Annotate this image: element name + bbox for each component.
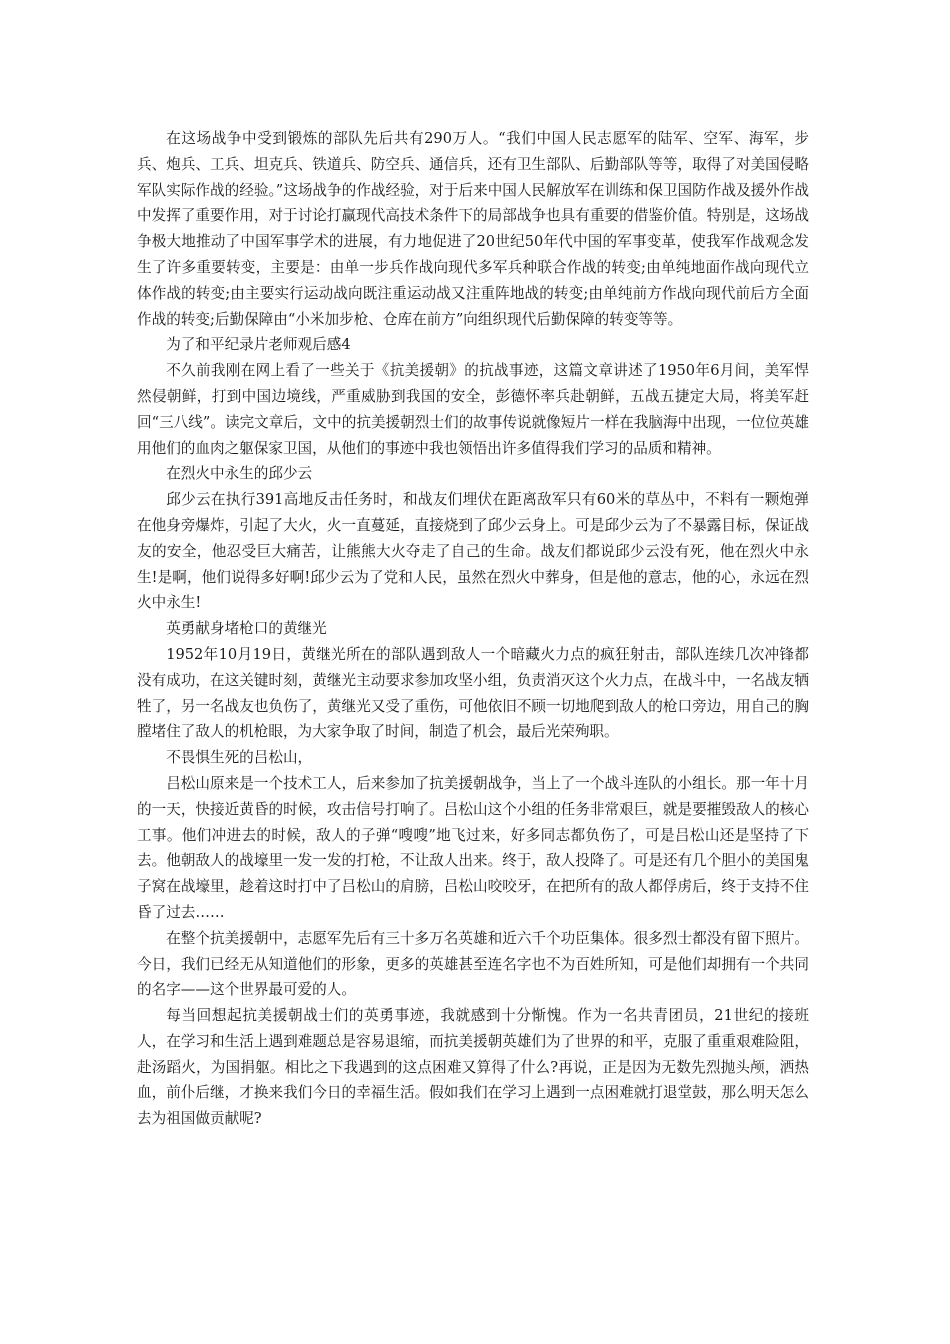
section-heading-essay-4: 为了和平纪录片老师观后感4 [166, 336, 351, 354]
section-heading-lv-songshan: 不畏惧生死的吕松山， [166, 749, 313, 767]
paragraph-qiu-shaoyun: 邱少云在执行391高地反击任务时，和战友们埋伏在距离敌军只有60米的草丛中，不料有一颗炮弹在他身旁爆炸，引起了大火，火一直蔓延，直接烧到了邱少云身上。可是邱少云为了不暴露目标，保证战友的安全，他忍受巨大痛苦，让熊熊大火夺走了自己的生命。战友们都说邱少云没有死，他在烈火中永生!是啊，他们说得多好啊!邱少云为了党和人民，虽然在烈火中葬身，但是他的意志，他的心，永远在烈火中永生! [137, 491, 809, 612]
paragraph-intro: 不久前我刚在网上看了一些关于《抗美援朝》的抗战事迹，这篇文章讲述了1950年6月间，美军悍然侵朝鲜，打到中国边境线，严重威胁到我国的安全，彭德怀率兵赴朝鲜，五战五捷定大局，将美军赶回“三八线”。读完文章后，文中的抗美援朝烈士们的故事传说就像短片一样在我脑海中出现，一位位英雄用他们的血肉之躯保家卫国，从他们的事迹中我也领悟出许多值得我们学习的品质和精神。 [137, 362, 809, 457]
section-heading-qiu-shaoyun: 在烈火中永生的邱少云 [166, 465, 313, 483]
document-page [137, 126, 809, 1132]
section-heading-huang-jiguang: 英勇献身堵枪口的黄继光 [166, 620, 327, 638]
paragraph-lv-songshan: 吕松山原来是一个技术工人，后来参加了抗美援朝战争，当上了一个战斗连队的小组长。那一年十月的一天，快接近黄昏的时候，攻击信号打响了。吕松山这个小组的任务非常艰巨，就是要摧毁敌人的核心工事。他们冲进去的时候，敌人的子弹“嗖嗖”地飞过来，好多同志都负伤了，可是吕松山还是坚持了下去。他朝敌人的战壕里一发一发的打枪，不让敌人出来。终于，敌人投降了。可是还有几个胆小的美国鬼子窝在战壕里，趁着这时打中了吕松山的肩膀，吕松山咬咬牙，在把所有的敌人都俘虏后，终于支持不住昏了过去…… [137, 774, 809, 921]
paragraph-heroes-summary: 在整个抗美援朝中，志愿军先后有三十多万名英雄和近六千个功臣集体。很多烈士都没有留下照片。今日，我们已经无从知道他们的形象，更多的英雄甚至连名字也不为百姓所知，可是他们却拥有一个共同的名字——这个世界最可爱的人。 [137, 929, 809, 999]
paragraph-reflection: 每当回想起抗美援朝战士们的英勇事迹，我就感到十分惭愧。作为一名共青团员，21世纪的接班人，在学习和生活上遇到难题总是容易退缩，而抗美援朝英雄们为了世界的和平，克服了重重艰难险阻，赴汤蹈火，为国捐躯。相比之下我遇到的这点困难又算得了什么?再说，正是因为无数先烈抛头颅，洒热血，前仆后继，才换来我们今日的幸福生活。假如我们在学习上遇到一点困难就打退堂鼓，那么明天怎么去为祖国做贡献呢? [137, 1007, 809, 1128]
paragraph-training-experience: 在这场战争中受到锻炼的部队先后共有290万人。“我们中国人民志愿军的陆军、空军、海军，步兵、炮兵、工兵、坦克兵、铁道兵、防空兵、通信兵，还有卫生部队、后勤部队等等，取得了对美国侵略军队实际作战的经验。”这场战争的作战经验，对于后来中国人民解放军在训练和保卫国防作战及援外作战中发挥了重要作用，对于讨论打赢现代高技术条件下的局部战争也具有重要的借鉴价值。特别是，这场战争极大地推动了中国军事学术的进展，有力地促进了20世纪50年代中国的军事变革，使我军作战观念发生了许多重要转变，主要是：由单一步兵作战向现代多军兵种联合作战的转变;由单纯地面作战向现代立体作战的转变;由主要实行运动战向既注重运动战又注重阵地战的转变;由单纯前方作战向现代前后方全面作战的转变;后勤保障由“小米加步枪、仓库在前方”向组织现代后勤保障的转变等等。 [137, 130, 809, 328]
paragraph-huang-jiguang: 1952年10月19日，黄继光所在的部队遇到敌人一个暗藏火力点的疯狂射击，部队连续几次冲锋都没有成功，在这关键时刻，黄继光主动要求参加攻坚小组，负责消灭这个火力点，在战斗中，一名战友牺牲了，另一名战友也负伤了，黄继光又受了重伤，可他依旧不顾一切地爬到敌人的枪口旁边，用自己的胸膛堵住了敌人的机枪眼，为大家争取了时间，制造了机会，最后光荣殉职。 [137, 645, 809, 741]
